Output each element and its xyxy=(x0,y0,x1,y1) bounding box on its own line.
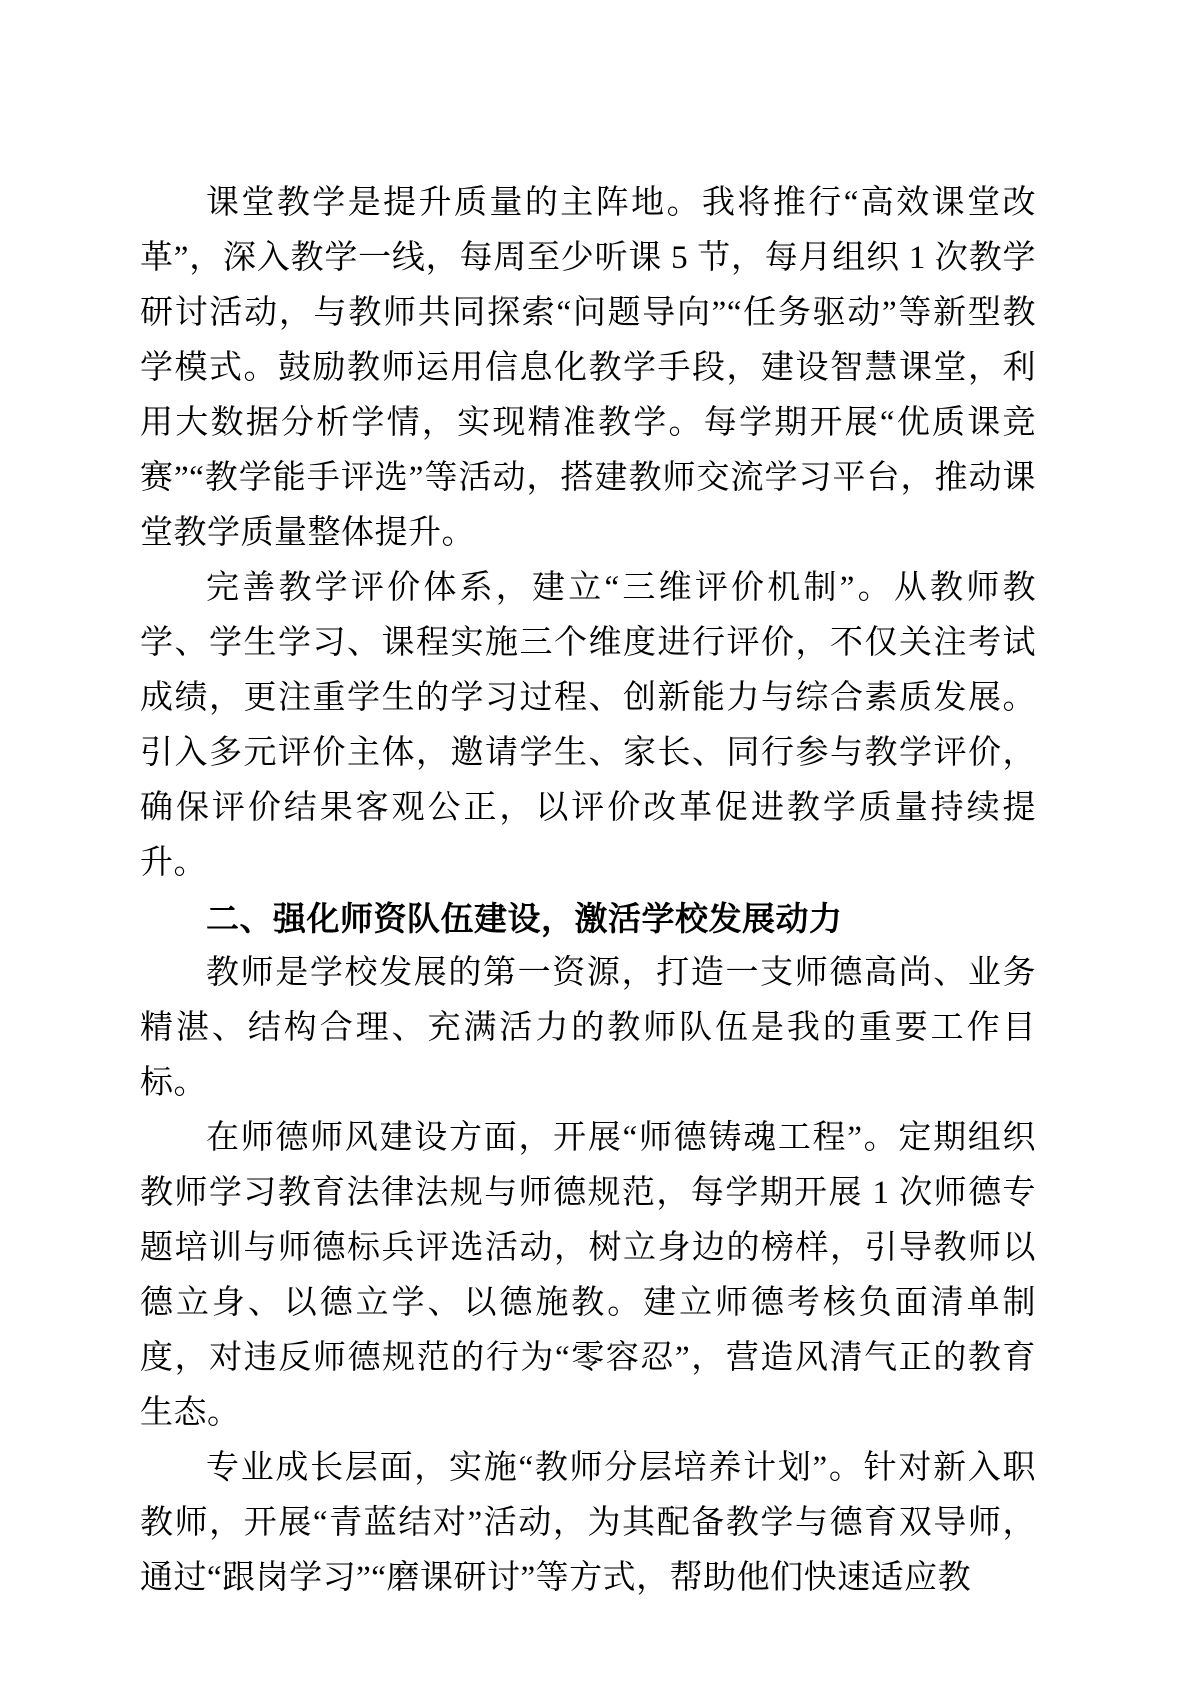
paragraph: 课堂教学是提升质量的主阵地。我将推行“高效课堂改革”，深入教学一线，每周至少听课 5 节，每月组织 1 次教学研讨活动，与教师共同探索“问题导向”“任务驱动”等新型教学模式。鼓励教师运用信息化教学手段，建设智慧课堂，利用大数据分析学情，实现精准教学。每学期开展“优质课竞赛”“教学能手评选”等活动，搭建教师交流学习平台，推动课堂教学质量整体提升。 xyxy=(140,185,1036,551)
paragraph: 在师德师风建设方面，开展“师德铸魂工程”。定期组织教师学习教育法律法规与师德规范，每学期开展 1 次师德专题培训与师德标兵评选活动，树立身边的榜样，引导教师以德立身、以德立学、以德施教。建立师德考核负面清单制度，对违反师德规范的行为“零容忍”，营造风清气正的教育生态。 xyxy=(140,1120,1036,1431)
section-heading: 二、强化师资队伍建设，激活学校发展动力 xyxy=(206,900,843,937)
paragraph: 完善教学评价体系，建立“三维评价机制”。从教师教学、学生学习、课程实施三个维度进行评价，不仅关注考试成绩，更注重学生的学习过程、创新能力与综合素质发展。引入多元评价主体，邀请学生、家长、同行参与教学评价，确保评价结果客观公正，以评价改革促进教学质量持续提升。 xyxy=(140,570,1036,881)
paragraph: 专业成长层面，实施“教师分层培养计划”。针对新入职教师，开展“青蓝结对”活动，为其配备教学与德育双导师，通过“跟岗学习”“磨课研讨”等方式，帮助他们快速适应教 xyxy=(140,1450,1036,1596)
content-area xyxy=(140,176,1036,1606)
paragraph: 教师是学校发展的第一资源，打造一支师德高尚、业务精湛、结构合理、充满活力的教师队伍是我的重要工作目标。 xyxy=(140,955,1036,1101)
